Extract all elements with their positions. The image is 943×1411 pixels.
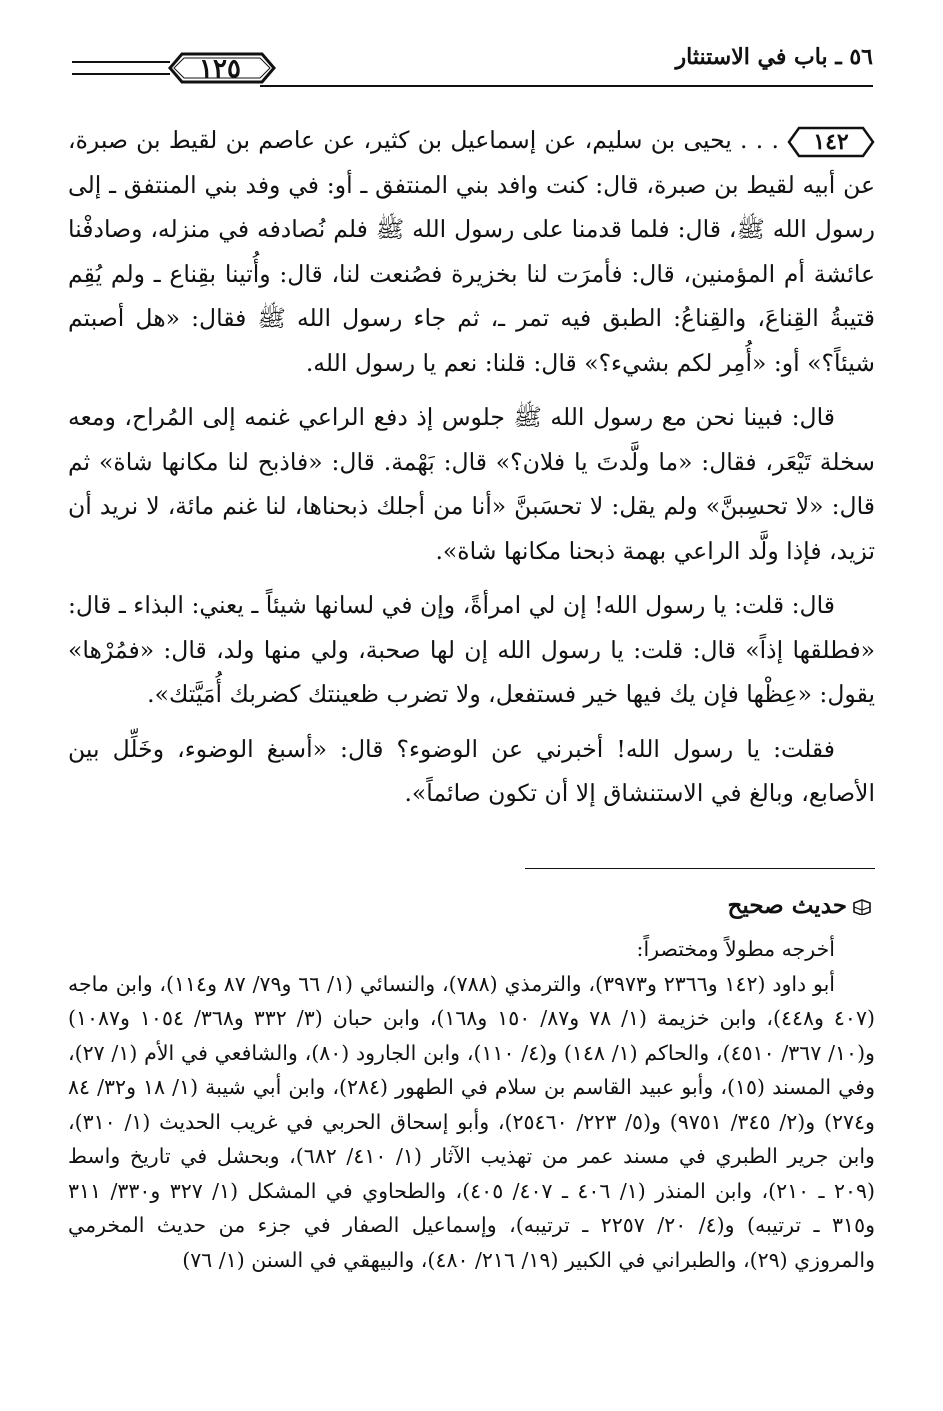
hadith-paragraph-3: قال: قلت: يا رسول الله! إن لي امرأةً، وإن في لسانها شيئاً ـ يعني: البذاء ـ قال: «فطلقها إذاً» قال: قلت: يا رسول الله إن لها صحبة، ولي منها ولد، قال: «فمُرْها» يقول: «عِظْها فإن يك فيها خير فستفعل، ولا تضرب ظعينتك كضربك أُمَيَّتك». bbox=[68, 591, 875, 708]
takhrij-intro: أخرجه مطولاً ومختصراً: bbox=[636, 937, 835, 961]
hadith-paragraph-4: فقلت: يا رسول الله! أخبرني عن الوضوء؟ قال: «أسبغ الوضوء، وخَلِّل بين الأصابع، وبالغ في الاستنشاق إلا أن تكون صائماً». bbox=[68, 734, 875, 807]
hadith-paragraph-text: . . . يحيى بن سليم، عن إسماعيل بن كثير، عن عاصم بن لقيط بن صبرة، عن أبيه لقيط بن صبرة، قال: كنت وافد بني المنتفق ـ أو: في وفد بني المنتفق ـ إلى رسول الله ﷺ، قال: فلما قدمنا على رسول الله ﷺ فلم نُصادفه في منزله، وصادفْنا عائشة أم المؤمنين، قال: فأمرَت لنا بخزيرة فصُنعت لنا، قال: وأُتينا بقِناع ـ ولم يُقِم قتيبةُ القِناعَ، والقِناعُ: الطبق فيه تمر ـ، ثم جاء رسول الله ﷺ فقال: «هل أصبتم شيئاً؟» أو: «أُمِر لكم بشيء؟» قال: قلنا: نعم يا رسول الله. bbox=[68, 126, 875, 377]
book-icon bbox=[853, 899, 871, 915]
page-header bbox=[70, 40, 873, 100]
footnote-divider bbox=[525, 868, 875, 869]
hadith-number-badge bbox=[787, 124, 875, 160]
hadith-number: ١٤٢ bbox=[813, 128, 849, 155]
header-rule bbox=[260, 85, 873, 87]
takhrij-notes bbox=[68, 932, 875, 1277]
chapter-title: ٥٦ ـ باب في الاستنثار bbox=[675, 44, 873, 70]
grading-heading bbox=[728, 892, 871, 919]
hadith-text bbox=[68, 118, 875, 826]
page-number: ١٢٥ bbox=[199, 54, 241, 84]
grading-label: حديث صحيح bbox=[727, 892, 847, 919]
hadith-paragraph-2: قال: فبينا نحن مع رسول الله ﷺ جلوس إذ دفع الراعي غنمه إلى المُراح، ومعه سخلة تَيْعَر، فقال: «ما ولَّدتَ يا فلان؟» قال: بَهْمة. قال: «فاذبح لنا مكانها شاة» ثم قال: «لا تحسِبنَّ» ولم يقل: لا تحسَبنَّ «أنا من أجلك ذبحناها، لنا غنم مائة، لا نريد أن تزيد، فإذا ولَّد الراعي بهمة ذبحنا مكانها شاة». bbox=[68, 403, 875, 565]
page-number-ornament bbox=[70, 40, 410, 96]
hadith-paragraph-1 bbox=[68, 118, 875, 385]
takhrij-references: أبو داود (١٤٢ و٢٣٦٦ و٣٩٧٣)، والترمذي (٧٨٨)، والنسائي (١/ ٦٦ و٧٩/ ٨٧ و١١٤)، وابن ماجه (٤٠٧ و٤٤٨)، وابن خزيمة (١/ ٧٨ و٨٧/ ١٥٠ و١٦٨)، وابن حبان (٣/ ٣٣٢ و٣٦٨/ ١٠٥٤ و١٠٨٧) و(١٠/ ٣٦٧/ ٤٥١٠)، والحاكم (١/ ١٤٨) و(٤/ ١١٠)، وابن الجارود (٨٠)، والشافعي في الأم (١/ ٢٧)، وفي المسند (١٥)، وأبو عبيد القاسم بن سلام في الطهور (٢٨٤)، وابن أبي شيبة (١/ ١٨ و٣٢/ ٨٤ و٢٧٤) و(٢/ ٣٤٥/ ٩٧٥١) و(٥/ ٢٢٣/ ٢٥٤٦٠)، وأبو إسحاق الحربي في غريب الحديث (١/ ٣١٠)، وابن جرير الطبري في مسند عمر من تهذيب الآثار (١/ ٤١٠/ ٦٨٢)، وبحشل في تاريخ واسط (٢٠٩ ـ ٢١٠)، وابن المنذر (١/ ٤٠٦ ـ ٤٠٧/ ٤٠٥)، والطحاوي في المشكل (١/ ٣٢٧ و٣٣٠/ ٣١١ و٣١٥ ـ ترتيبه) و(٤/ ٢٠/ ٢٢٥٧ ـ ترتيبه)، وإسماعيل الصفار في جزء من حديث المخرمي والمروزي (٢٩)، والطبراني في الكبير (١٩/ ٢١٦/ ٤٨٠)، والبيهقي في السنن (١/ ٧٦) bbox=[68, 971, 875, 1272]
